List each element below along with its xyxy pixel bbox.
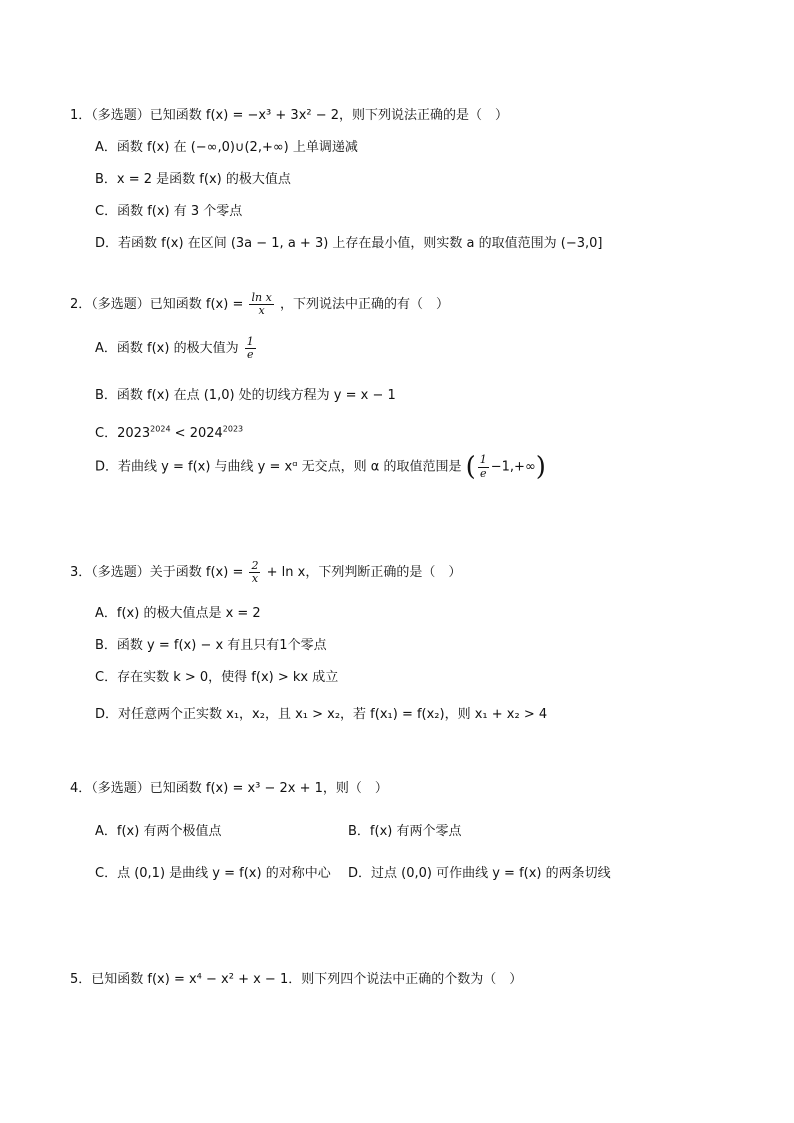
question-1-option-c: C．函数 f(x) 有 3 个零点 (95, 204, 243, 219)
right-paren-icon: ) (535, 452, 546, 482)
question-4-option-d: D．过点 (0,0) 可作曲线 y = f(x) 的两条切线 (348, 866, 611, 881)
question-2-stem-pre: 2．（多选题）已知函数 f(x) = (70, 297, 244, 313)
question-3-option-a: A．f(x) 的极大值点是 x = 2 (95, 606, 261, 621)
question-2-option-c (95, 422, 243, 441)
question-2-stem (70, 292, 449, 317)
question-2-fraction-numerator: ln x (251, 291, 272, 304)
question-2-option-b: B．函数 f(x) 在点 (1,0) 处的切线方程为 y = x − 1 (95, 388, 396, 403)
question-2-option-d-denominator: e (479, 466, 487, 480)
question-2-option-a-denominator: e (246, 348, 254, 362)
question-3-stem (70, 560, 461, 585)
question-2-option-a-fraction (245, 336, 256, 361)
question-1-option-d: D．若函数 f(x) 在区间 (3a − 1, a + 3) 上存在最小值，则实数 a 的取值范围为 (−3,0] (95, 236, 603, 251)
question-3-stem-post: + ln x，下列判断正确的是（ ） (266, 565, 462, 581)
question-2-option-c-base1: C．2023 (95, 426, 151, 441)
question-2-option-c-mid: < 2024 (170, 426, 223, 441)
question-1-option-b: B．x = 2 是函数 f(x) 的极大值点 (95, 172, 291, 187)
question-2-option-d-numerator: 1 (479, 453, 487, 467)
question-3-option-d: D．对任意两个正实数 x₁，x₂，且 x₁ > x₂，若 f(x₁) = f(x₂)，则 x₁ + x₂ > 4 (95, 707, 548, 722)
question-4-option-a: A．f(x) 有两个极值点 (95, 824, 222, 839)
question-2-option-c-exp1: 2024 (150, 424, 171, 434)
question-1-stem: 1．（多选题）已知函数 f(x) = −x³ + 3x² − 2，则下列说法正确的是（ ） (70, 108, 509, 123)
question-3-fraction-numerator: 2 (251, 559, 259, 572)
question-3-option-c: C．存在实数 k > 0，使得 f(x) > kx 成立 (95, 670, 339, 685)
question-2-fraction (249, 292, 273, 317)
question-4-option-c: C．点 (0,1) 是曲线 y = f(x) 的对称中心 (95, 866, 331, 881)
question-4-option-b: B．f(x) 有两个零点 (348, 824, 462, 839)
question-2-option-d-text: D．若曲线 y = f(x) 与曲线 y = xᵅ 无交点，则 α 的取值范围是 (95, 459, 462, 475)
question-2-option-a (95, 336, 258, 361)
question-5-stem: 5．已知函数 f(x) = x⁴ − x² + x − 1．则下列四个说法中正确的个数为（ ） (70, 972, 523, 987)
question-2-option-d-fraction (478, 454, 489, 479)
question-4-stem: 4．（多选题）已知函数 f(x) = x³ − 2x + 1，则（ ） (70, 781, 388, 796)
question-2-option-d-post: −1,+∞ (490, 459, 536, 475)
left-paren-icon: ( (465, 452, 476, 482)
question-3-stem-pre: 3．（多选题）关于函数 f(x) = (70, 565, 244, 581)
question-3-fraction-denominator: x (251, 572, 259, 586)
question-2-stem-post: ，下列说法中正确的有（ ） (279, 297, 449, 313)
question-2-fraction-denominator: x (258, 304, 265, 318)
question-3-fraction (249, 560, 260, 585)
question-3-option-b: B．函数 y = f(x) − x 有且只有1个零点 (95, 638, 327, 653)
question-1-option-a: A．函数 f(x) 在 (−∞,0)∪(2,+∞) 上单调递减 (95, 140, 358, 155)
question-2-option-c-exp2: 2023 (222, 424, 244, 434)
question-2-option-a-numerator: 1 (246, 335, 254, 348)
question-2-option-d (95, 452, 546, 482)
question-2-option-a-text: A．函数 f(x) 的极大值为 (95, 341, 239, 357)
